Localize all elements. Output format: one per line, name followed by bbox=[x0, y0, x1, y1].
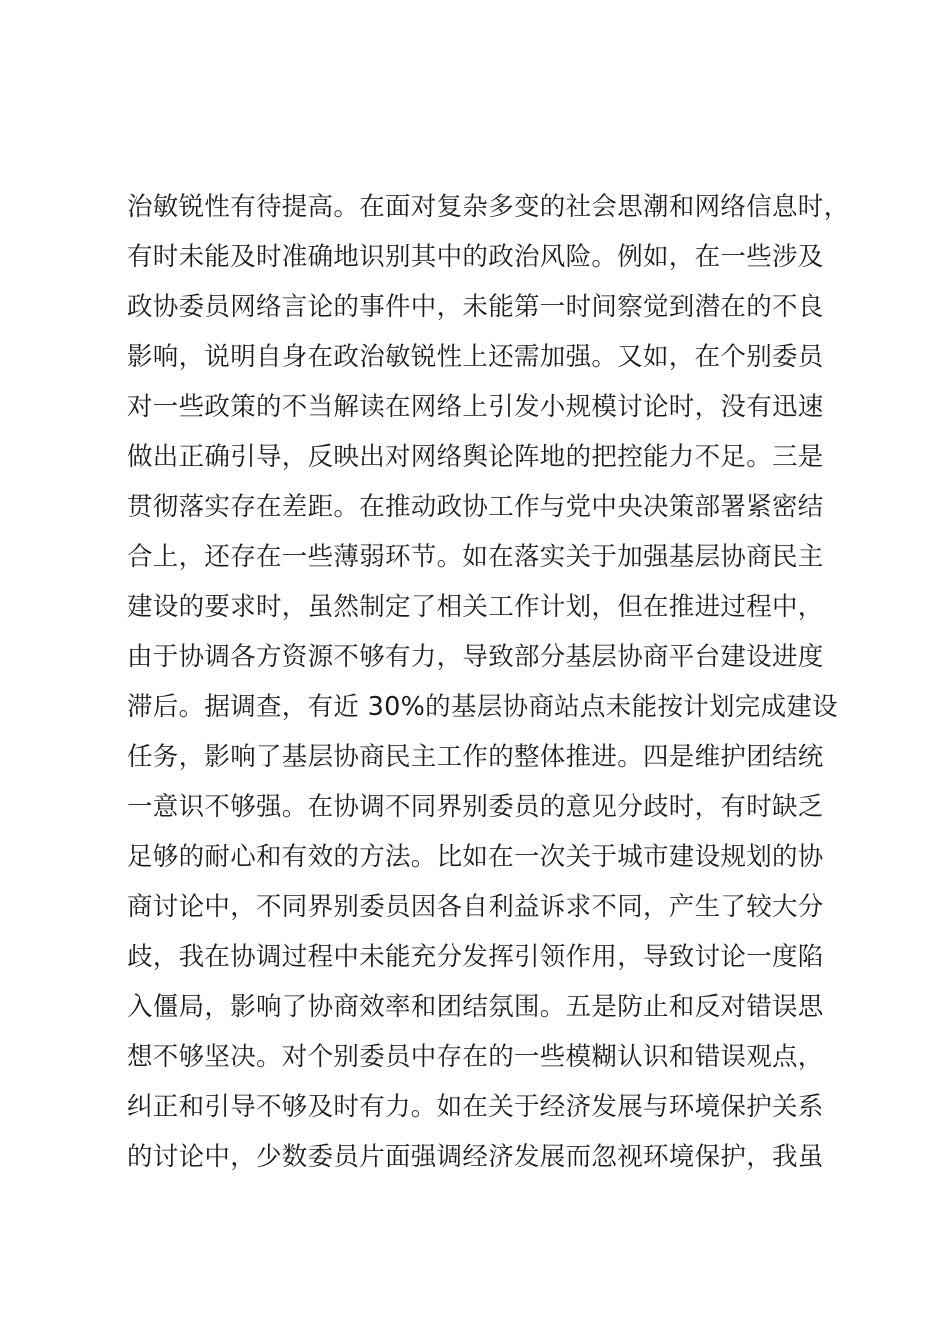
text-line-6: 做出正确引导，反映出对网络舆论阵地的把控能力不足。三是 bbox=[127, 442, 824, 472]
text-line-1: 治敏锐性有待提高。在面对复杂多变的社会思潮和网络信息时， bbox=[127, 192, 850, 222]
text-line-16: 歧，我在协调过程中未能充分发挥引领作用，导致讨论一度陷 bbox=[127, 942, 824, 972]
text-line-8: 合上，还存在一些薄弱环节。如在落实关于加强基层协商民主 bbox=[127, 542, 824, 572]
text-line-12: 任务，影响了基层协商民主工作的整体推进。四是维护团结统 bbox=[127, 742, 824, 772]
text-line-9: 建设的要求时，虽然制定了相关工作计划，但在推进过程中， bbox=[127, 592, 824, 622]
text-line-4: 影响，说明自身在政治敏锐性上还需加强。又如，在个别委员 bbox=[127, 342, 824, 372]
text-line-17: 入僵局，影响了协商效率和团结氛围。五是防止和反对错误思 bbox=[127, 992, 824, 1022]
text-line-15: 商讨论中，不同界别委员因各自利益诉求不同，产生了较大分 bbox=[127, 892, 824, 922]
text-line-11: 滞后。据调查，有近 30%的基层协商站点未能按计划完成建设 bbox=[127, 692, 838, 722]
text-line-20: 的讨论中，少数委员片面强调经济发展而忽视环境保护，我虽 bbox=[127, 1142, 824, 1172]
text-line-14: 足够的耐心和有效的方法。比如在一次关于城市建设规划的协 bbox=[127, 842, 824, 872]
text-line-10: 由于协调各方资源不够有力，导致部分基层协商平台建设进度 bbox=[127, 642, 824, 672]
text-line-18: 想不够坚决。对个别委员中存在的一些模糊认识和错误观点， bbox=[127, 1042, 824, 1072]
text-line-2: 有时未能及时准确地识别其中的政治风险。例如，在一些涉及 bbox=[127, 242, 824, 272]
text-line-3: 政协委员网络言论的事件中，未能第一时间察觉到潜在的不良 bbox=[127, 292, 824, 322]
text-line-5: 对一些政策的不当解读在网络上引发小规模讨论时，没有迅速 bbox=[127, 392, 824, 422]
text-line-19: 纠正和引导不够及时有力。如在关于经济发展与环境保护关系 bbox=[127, 1092, 824, 1122]
text-line-13: 一意识不够强。在协调不同界别委员的意见分歧时，有时缺乏 bbox=[127, 792, 824, 822]
body-text bbox=[127, 182, 850, 1182]
text-line-7: 贯彻落实存在差距。在推动政协工作与党中央决策部署紧密结 bbox=[127, 492, 824, 522]
